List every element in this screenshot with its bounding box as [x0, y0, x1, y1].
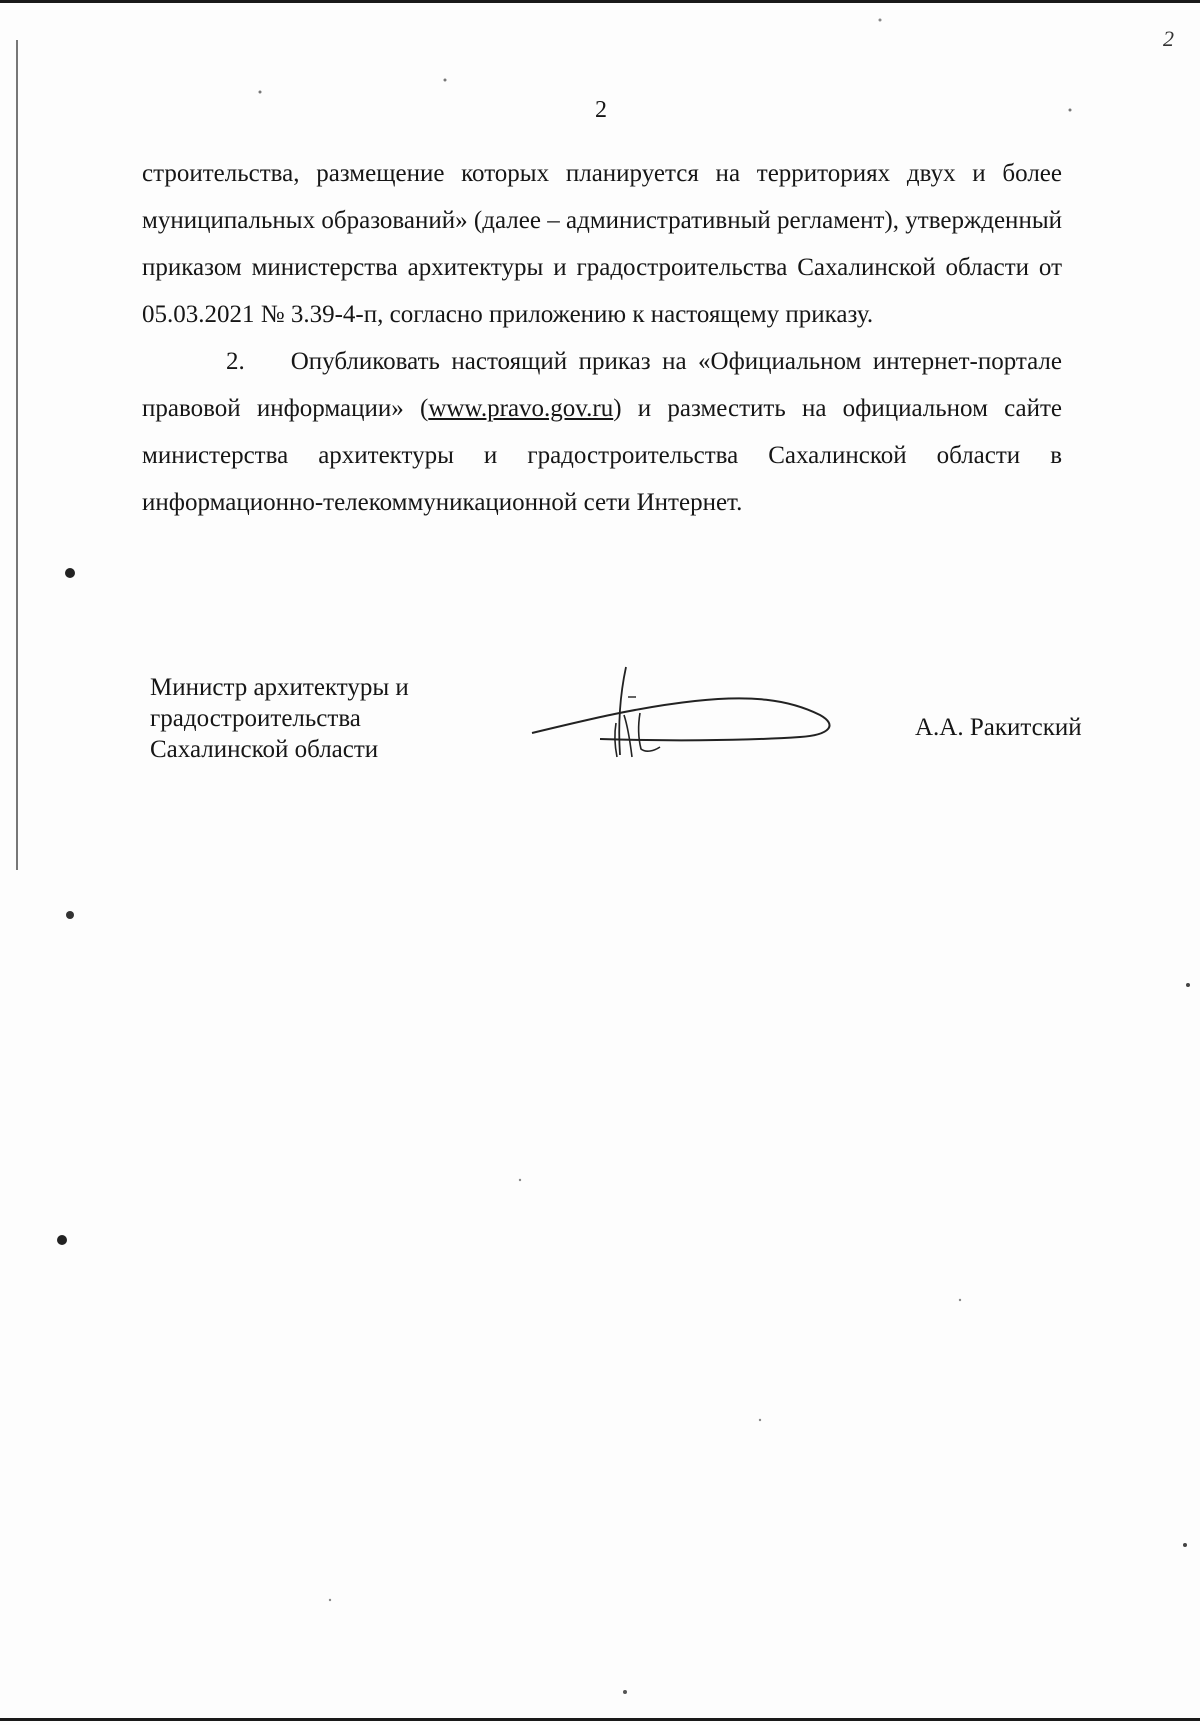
scan-edge-bottom	[0, 1718, 1200, 1721]
scan-edge-top	[0, 0, 1200, 3]
handwritten-signature	[520, 655, 870, 770]
position-line-3: Сахалинской области	[150, 736, 379, 763]
item-number: 2.	[226, 348, 245, 375]
continuation-paragraph: строительства, размещение которых планируется на территориях двух и более муниципальных образований» (далее – административный регламент), утвержденный приказом министерства архитектуры и градостроительства Сахалинской области от 05.03.2021 № 3.39-4-п, согласно приложению к настоящему приказу.	[142, 160, 1062, 328]
position-line-1: Министр архитектуры и	[150, 674, 409, 701]
position-line-2: градостроительства	[150, 705, 361, 732]
page-number: 2	[595, 97, 607, 123]
signer-name: А.А. Ракитский	[915, 714, 1082, 741]
item-text-before-url: Опубликовать настоящий приказ на «Официальном интернет-портале правовой информации» (	[142, 348, 1062, 422]
item-2-paragraph	[142, 338, 1062, 526]
handwritten-page-mark: 2	[1163, 26, 1174, 51]
scan-edge-left	[16, 40, 18, 870]
item-text-after-url: ) и разместить на официальном сайте министерства архитектуры и градостроительства Сахалинской области в информационно-телекоммуникационной сети Интернет.	[142, 395, 1063, 516]
document-body	[142, 150, 1062, 526]
pravo-url-link[interactable]: www.pravo.gov.ru	[428, 395, 614, 422]
signatory-position	[150, 672, 470, 765]
